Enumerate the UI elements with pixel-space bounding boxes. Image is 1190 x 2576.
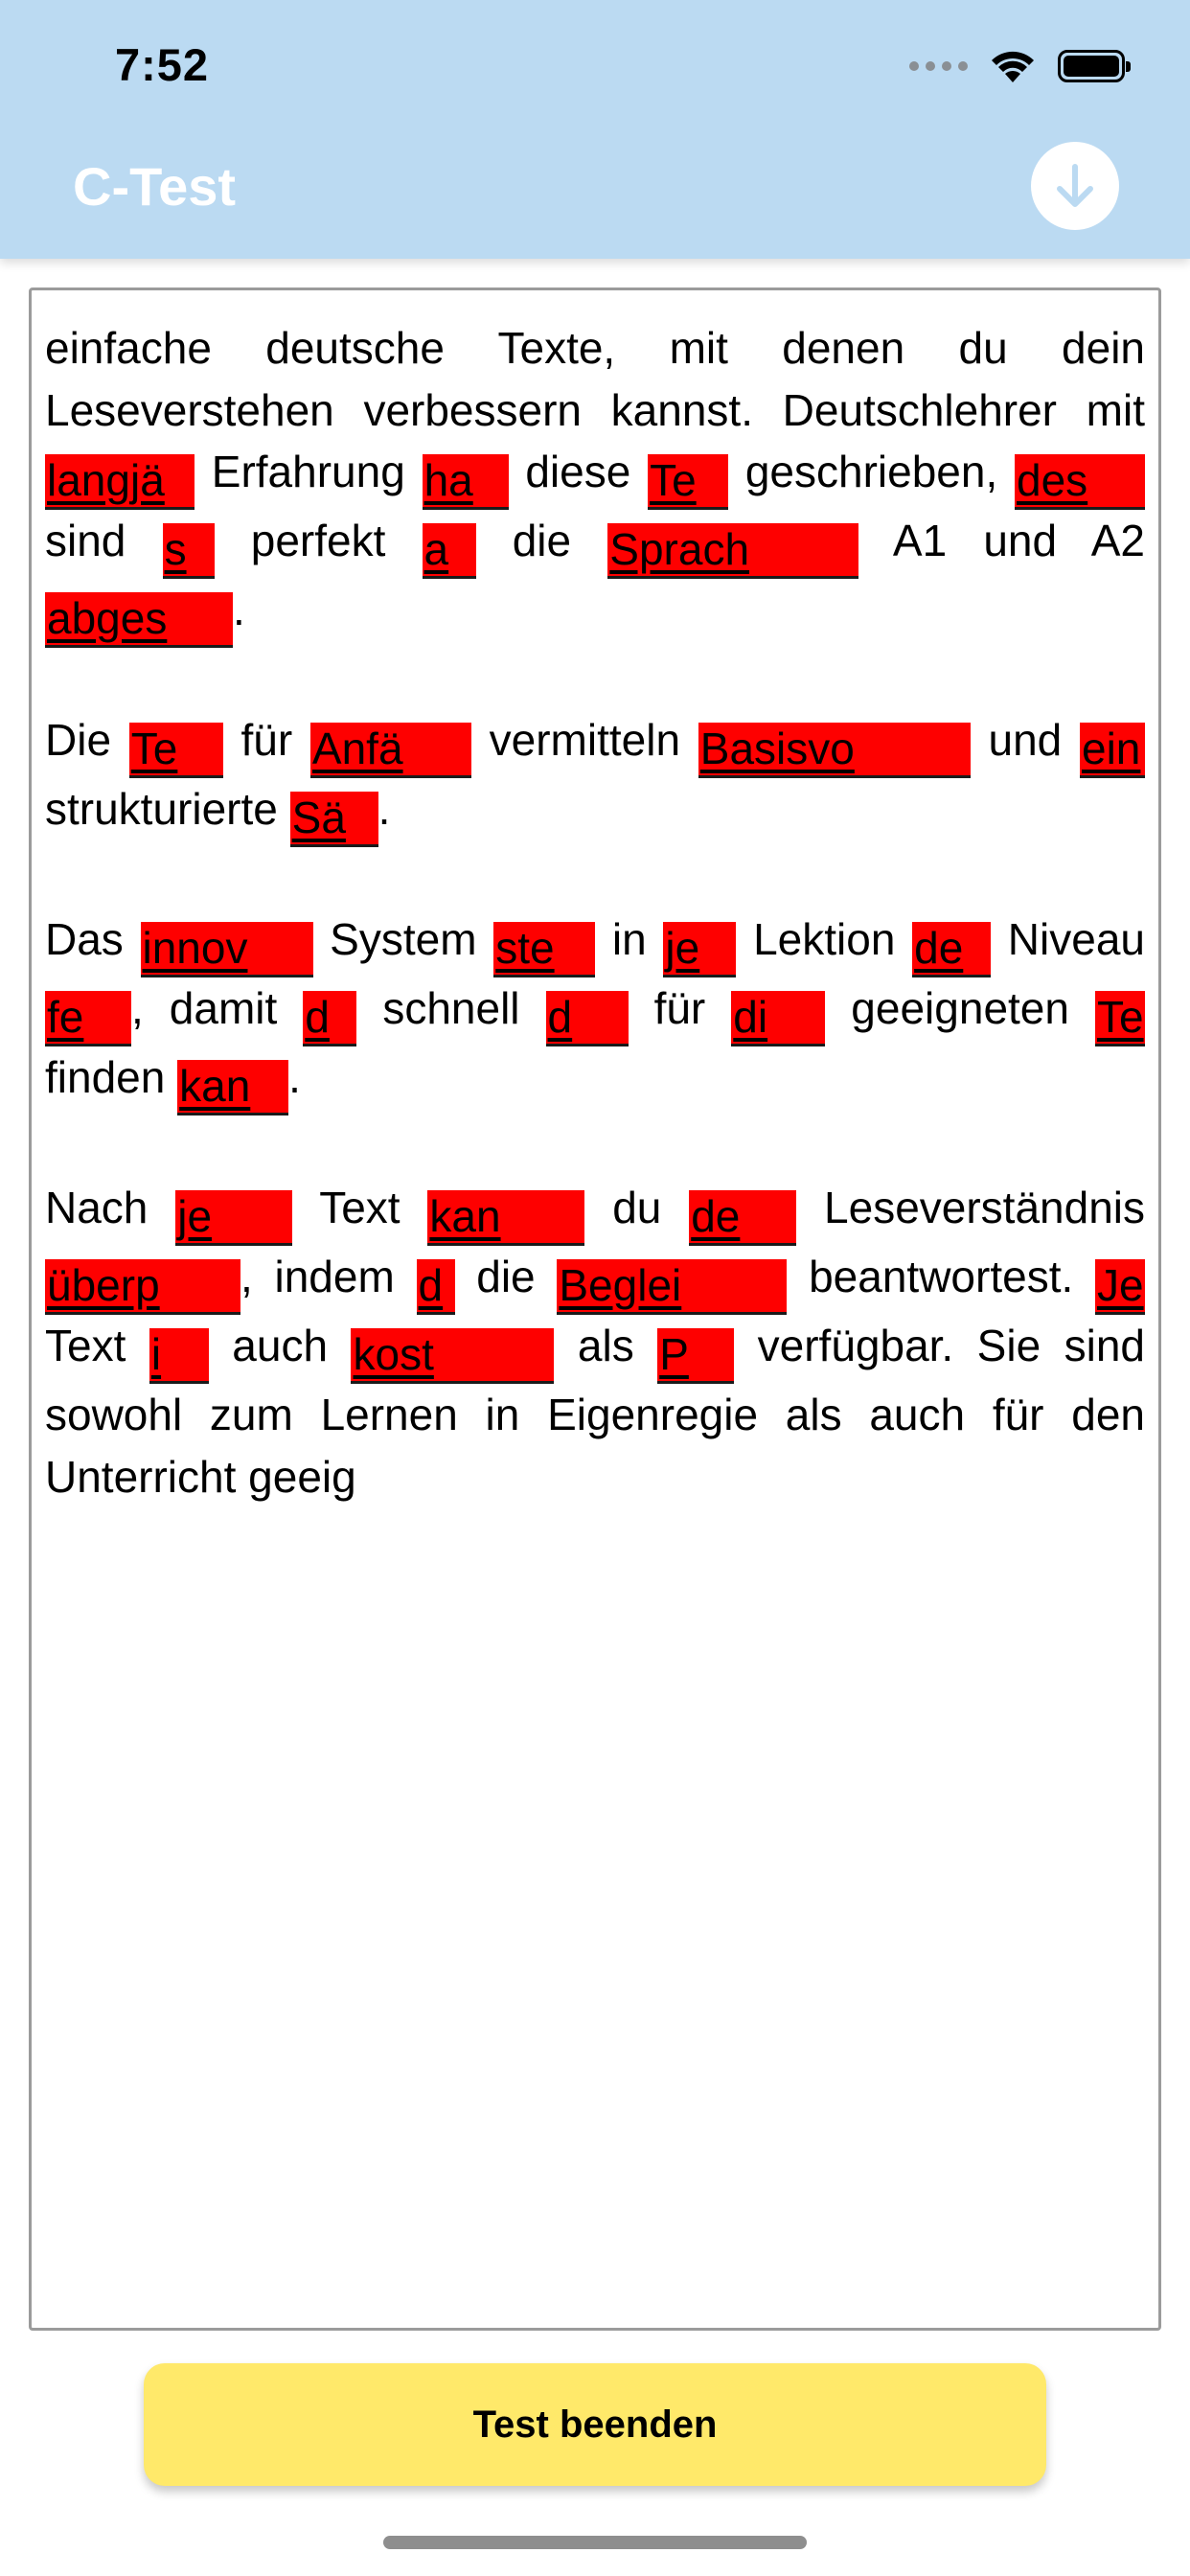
paragraph-text: Das	[45, 914, 141, 964]
gap-input[interactable]: kan	[177, 1060, 288, 1116]
paragraph-text: auch	[208, 1321, 352, 1370]
gap-input[interactable]: a	[423, 523, 476, 579]
gap-input[interactable]: ste	[493, 922, 595, 978]
gap-input[interactable]: di	[731, 991, 825, 1046]
paragraph-text: als	[554, 1321, 658, 1370]
battery-icon	[1058, 50, 1125, 82]
gap-input[interactable]: Beglei	[557, 1259, 787, 1315]
paragraph-text: Die	[45, 715, 129, 765]
gap-input[interactable]: ha	[423, 454, 509, 510]
gap-input[interactable]: Te	[129, 723, 223, 778]
gap-input[interactable]: langjä	[45, 454, 195, 510]
paragraph-text: geeigneten	[825, 983, 1095, 1033]
gap-input[interactable]: des	[1015, 454, 1145, 510]
ctest-paragraph	[45, 709, 1145, 847]
gap-input[interactable]: Je	[1095, 1259, 1145, 1315]
paragraph-text: .	[378, 784, 391, 834]
cellular-signal-icon	[909, 61, 968, 71]
gap-input[interactable]: innov	[141, 922, 313, 978]
paragraph-text: die	[454, 1252, 558, 1301]
gap-input[interactable]: d	[303, 991, 356, 1046]
paragraph-text: System	[312, 914, 494, 964]
gap-input[interactable]: d	[417, 1259, 455, 1315]
gap-input[interactable]: de	[689, 1190, 796, 1246]
gap-input[interactable]: Basisvo	[698, 723, 971, 778]
arrow-down-circle-icon	[1050, 161, 1100, 211]
paragraph-text: geschrieben,	[728, 447, 1016, 496]
gap-input[interactable]: Sä	[290, 792, 378, 847]
paragraph-text: finden	[45, 1052, 178, 1102]
gap-input[interactable]: Sprach	[607, 523, 858, 579]
status-icons	[909, 44, 1125, 88]
paragraph-text: , damit	[131, 983, 304, 1033]
ctest-paragraph	[45, 908, 1145, 1116]
ctest-paragraph	[45, 1177, 1145, 1507]
paragraph-text: Text	[292, 1183, 428, 1232]
paragraph-text: vermitteln	[470, 715, 698, 765]
paragraph-text: du	[584, 1183, 690, 1232]
paragraph-text: sind	[45, 516, 163, 565]
paragraph-text: , indem	[240, 1252, 417, 1301]
ctest-text-area	[29, 288, 1161, 2331]
gap-input[interactable]: P	[657, 1328, 734, 1384]
gap-input[interactable]: überp	[45, 1259, 240, 1315]
paragraph-text: Leseverständnis	[796, 1183, 1146, 1232]
gap-input[interactable]: fe	[45, 991, 131, 1046]
gap-input[interactable]: Te	[648, 454, 728, 510]
paragraph-text: für	[628, 983, 732, 1033]
app-title: C-Test	[73, 156, 237, 217]
paragraph-text: verfügbar. Sie sind sowohl zum Lernen in Eigenregie als auch für den Unterricht geeig	[45, 1321, 1145, 1502]
gap-input[interactable]: kost	[351, 1328, 554, 1384]
paragraph-text: die	[475, 516, 608, 565]
paragraph-text: .	[288, 1052, 301, 1102]
paragraph-text: für	[222, 715, 310, 765]
finish-test-button[interactable]: Test beenden	[144, 2363, 1046, 2486]
gap-input[interactable]: ein	[1080, 723, 1145, 778]
gap-input[interactable]: abges	[45, 592, 233, 648]
paragraph-text: und	[970, 715, 1080, 765]
paragraph-text: beantwortest.	[787, 1252, 1095, 1301]
download-button[interactable]	[1031, 142, 1119, 230]
paragraph-text: strukturierte	[45, 784, 290, 834]
home-indicator	[383, 2536, 807, 2549]
paragraph-text: perfekt	[214, 516, 423, 565]
paragraph-text: in	[595, 914, 664, 964]
paragraph-text: Nach	[45, 1183, 176, 1232]
paragraph-text: einfache deutsche Texte, mit denen du dein Leseverstehen verbessern kannst. Deutschlehrer mit	[45, 323, 1145, 435]
paragraph-text: A1 und A2	[858, 516, 1145, 565]
gap-input[interactable]: kan	[427, 1190, 584, 1246]
gap-input[interactable]: Anfä	[310, 723, 471, 778]
paragraph-text: schnell	[356, 983, 546, 1033]
gap-input[interactable]: s	[163, 523, 215, 579]
gap-input[interactable]: de	[912, 922, 991, 978]
gap-input[interactable]: je	[175, 1190, 292, 1246]
paragraph-text: .	[233, 585, 245, 634]
paragraph-text: Erfahrung	[195, 447, 423, 496]
wifi-icon	[989, 48, 1037, 84]
paragraph-text: Text	[45, 1321, 149, 1370]
gap-input[interactable]: Te	[1095, 991, 1145, 1046]
paragraph-text: Niveau	[991, 914, 1145, 964]
ctest-paragraph	[45, 317, 1145, 648]
app-header	[0, 0, 1190, 259]
paragraph-text: Lektion	[736, 914, 913, 964]
gap-input[interactable]: d	[546, 991, 629, 1046]
paragraph-text: diese	[508, 447, 649, 496]
status-time: 7:52	[115, 39, 210, 90]
gap-input[interactable]: i	[149, 1328, 209, 1384]
gap-input[interactable]: je	[663, 922, 736, 978]
